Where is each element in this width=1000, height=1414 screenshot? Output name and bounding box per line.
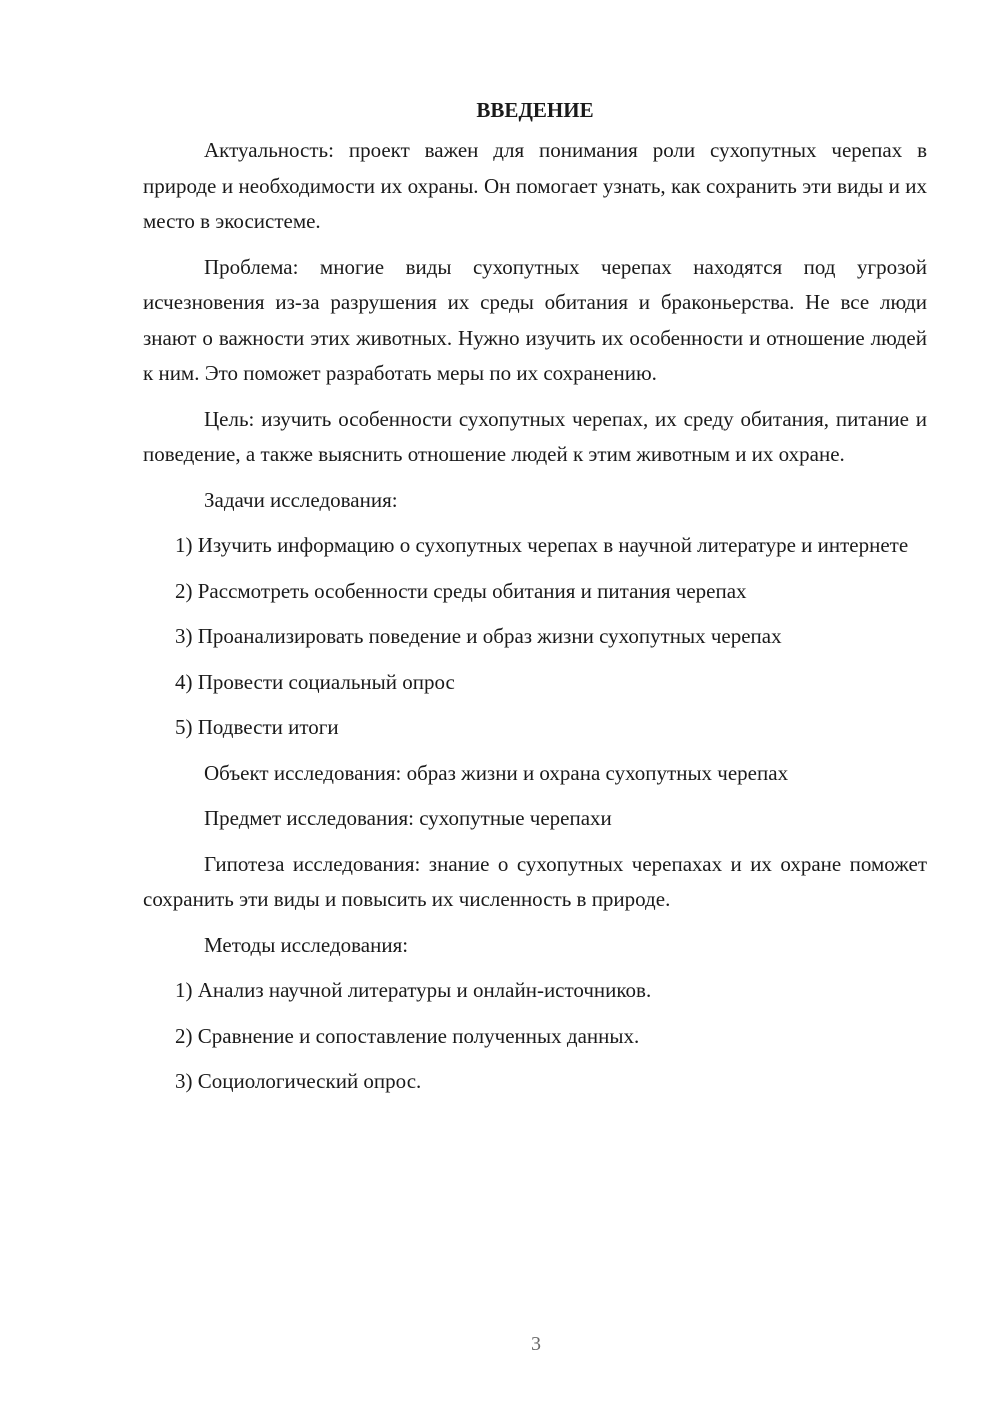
research-subject: Предмет исследования: сухопутные черепахи [204, 806, 612, 830]
method-item: 2) Сравнение и сопоставление полученных данных. [175, 1023, 640, 1048]
methods-label: Методы исследования: [204, 932, 409, 957]
method-item: 1) Анализ научной литературы и онлайн-источников. [175, 978, 652, 1002]
task-item: 2) Рассмотреть особенности среды обитания и питания черепах [175, 578, 747, 603]
tasks-label: Задачи исследования: [204, 487, 398, 512]
task-item: 3) Проанализировать поведение и образ жизни сухопутных черепах [175, 624, 782, 648]
paragraph-goal: Цель: изучить особенности сухопутных черепах, их среду обитания, питание и поведение, а также выяснить отношение людей к этим животным и их охране. [143, 406, 927, 466]
task-item: 1) Изучить информацию о сухопутных черепах в научной литературе и интернете [175, 533, 909, 557]
task-item: 5) Подвести итоги [175, 715, 339, 739]
page-number: 3 [531, 1333, 541, 1355]
paragraph-problem: Проблема: многие виды сухопутных черепах находятся под угрозой исчезновения из-за разрушения их среды обитания и браконьерства. Не все люди знают о важности этих животных. Нужно изучить их особенности и отношение людей к ним. Это поможет разработать меры по их сохранению. [143, 254, 927, 385]
research-hypothesis: Гипотеза исследования: знание о сухопутных черепахах и их охране поможет сохранить эти виды и повысить их численность в природе. [143, 851, 927, 911]
research-object: Объект исследования: образ жизни и охрана сухопутных черепах [204, 760, 789, 785]
document-page [143, 95, 927, 1110]
task-item: 4) Провести социальный опрос [175, 669, 455, 694]
method-item: 3) Социологический опрос. [175, 1069, 422, 1093]
paragraph-relevance: Актуальность: проект важен для понимания роли сухопутных черепах в природе и необходимости их охраны. Он помогает узнать, как сохранить эти виды и их место в экосистеме. [143, 138, 927, 233]
page-title: ВВЕДЕНИЕ [476, 98, 594, 122]
